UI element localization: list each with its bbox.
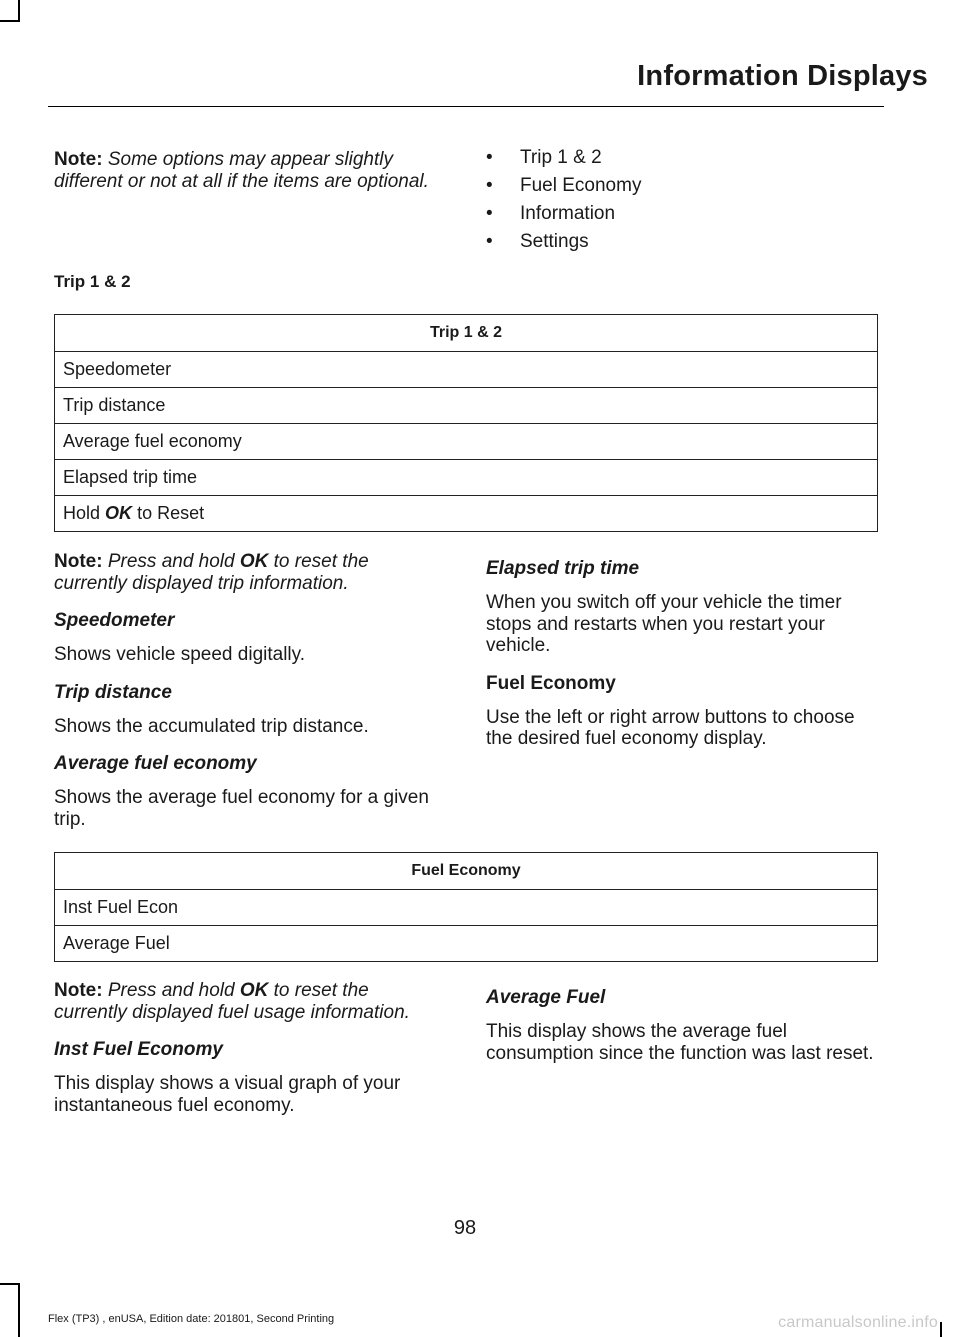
elapsed-text: When you switch off your vehicle the timer stops and restarts when you restart your vehicle.: [486, 592, 842, 656]
table-row: Average fuel economy: [55, 424, 878, 460]
avg-fuel-heading: Average Fuel: [486, 987, 606, 1008]
fuel-note: Note: Press and hold OK to reset the currently displayed fuel usage information.: [54, 980, 410, 1023]
avg-fuel-economy-heading: Average fuel economy: [54, 753, 257, 774]
list-item: • Settings: [486, 231, 589, 252]
trip-details-right: [486, 558, 880, 766]
trip-distance-heading: Trip distance: [54, 681, 172, 703]
page-number: 98: [453, 1217, 477, 1239]
table-row: Elapsed trip time: [55, 460, 878, 496]
list-item: • Information: [486, 203, 616, 224]
crop-mark: [0, 1283, 20, 1285]
fuel-economy-text: Use the left or right arrow buttons to choose the desired fuel economy display.: [486, 706, 855, 749]
header-rule: [48, 106, 884, 107]
section-label-trip: Trip 1 & 2: [54, 272, 131, 291]
trip-note: Note: Press and hold OK to reset the currently displayed trip information.: [54, 551, 369, 594]
trip-distance-text: Shows the accumulated trip distance.: [54, 715, 369, 737]
list-item: • Fuel Economy: [486, 175, 642, 196]
table-row: Speedometer: [55, 352, 878, 388]
footer-edition: Flex (TP3) , enUSA, Edition date: 201801, Second Printing: [48, 1313, 335, 1325]
avg-fuel-economy-text: Shows the average fuel economy for a given trip.: [54, 787, 429, 830]
fuel-economy-heading: Fuel Economy: [486, 672, 616, 694]
elapsed-heading: Elapsed trip time: [486, 558, 640, 579]
watermark: carmanualsonline.info: [778, 1314, 938, 1331]
table-row: Inst Fuel Econ: [55, 890, 878, 926]
note-label: Note:: [54, 149, 103, 170]
inst-fuel-text: This display shows a visual graph of your instantaneous fuel economy.: [54, 1073, 401, 1116]
table-row: Hold OK to Reset: [55, 496, 878, 532]
crop-mark: [18, 1283, 20, 1337]
fuel-details-right: [486, 987, 880, 1080]
fuel-details-left: [54, 980, 444, 1132]
trip-details-left: [54, 551, 444, 846]
crop-mark: [18, 0, 20, 22]
note-text: Some options may appear slightly different or not at all if the items are optional.: [54, 149, 429, 192]
speedometer-heading: Speedometer: [54, 610, 175, 631]
table-row: Average Fuel: [55, 926, 878, 962]
ok-key: OK: [105, 503, 133, 523]
trip-table: [54, 314, 878, 532]
list-item: • Trip 1 & 2: [486, 147, 602, 168]
menu-list: [486, 147, 876, 259]
page-title: Information Displays: [637, 60, 928, 92]
inst-fuel-heading: Inst Fuel Economy: [54, 1039, 223, 1060]
speedometer-text: Shows vehicle speed digitally.: [54, 644, 306, 665]
fuel-economy-table: [54, 852, 878, 962]
crop-mark: [940, 1322, 942, 1337]
table-header: Fuel Economy: [55, 853, 878, 890]
table-header: Trip 1 & 2: [55, 315, 878, 352]
avg-fuel-text: This display shows the average fuel consumption since the function was last reset.: [486, 1021, 874, 1064]
table-row: Trip distance: [55, 388, 878, 424]
crop-mark: [0, 20, 20, 22]
note-top: [54, 149, 444, 208]
